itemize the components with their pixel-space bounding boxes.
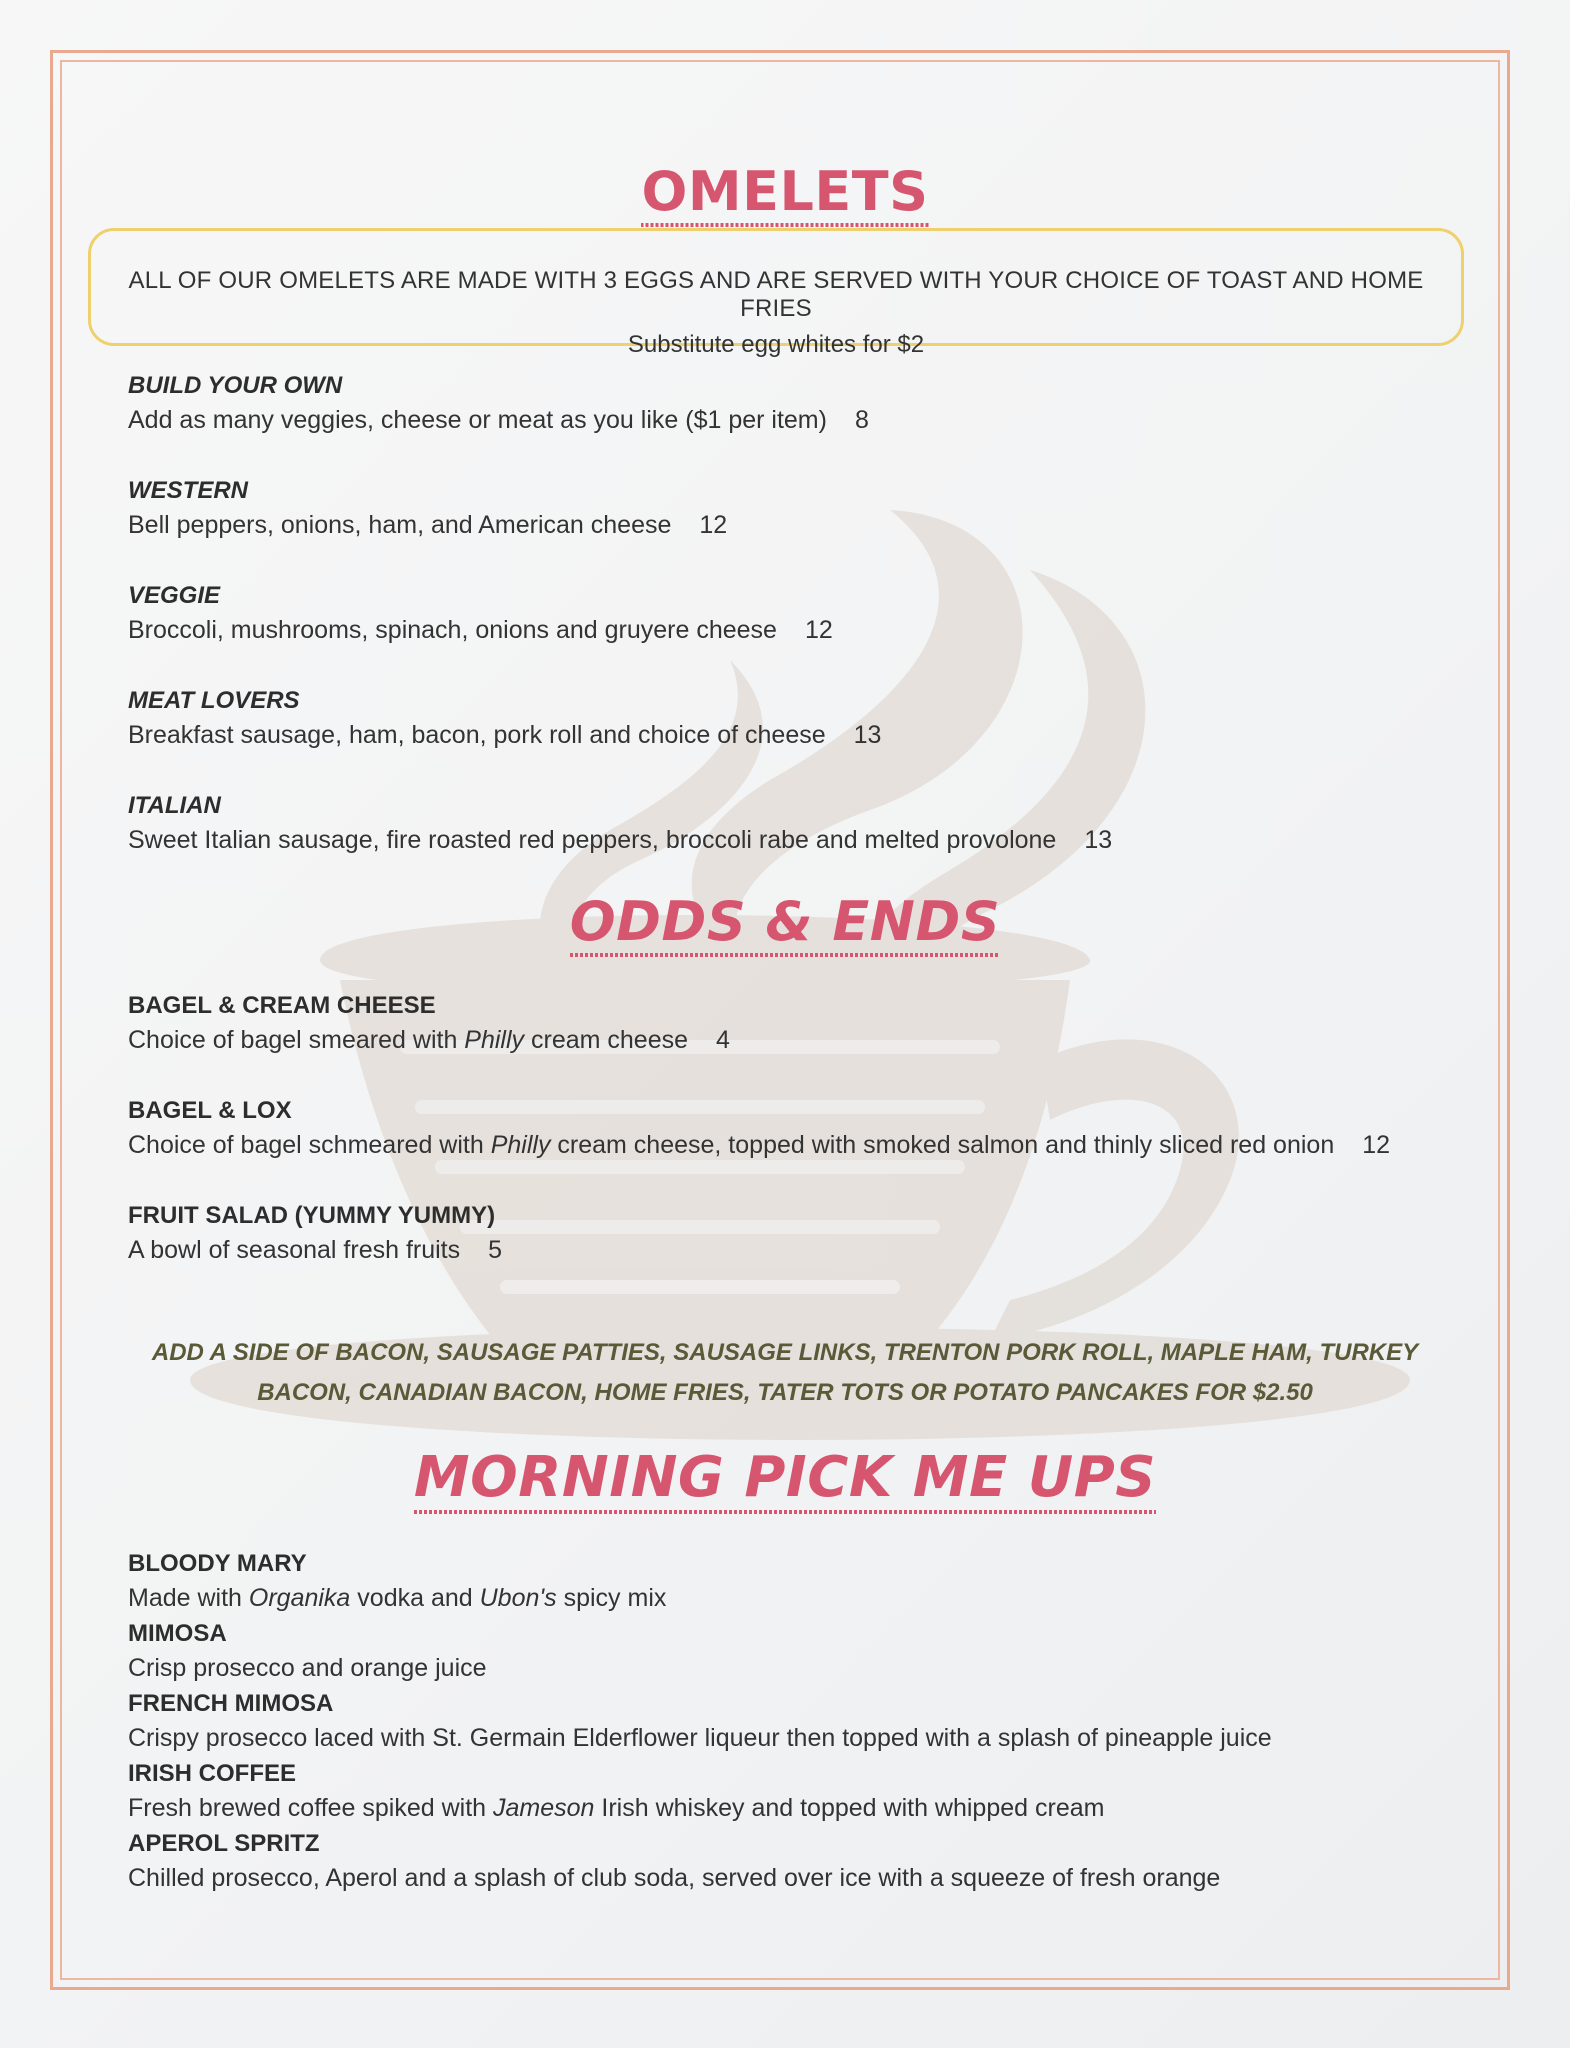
item-price: 5	[488, 1236, 503, 1264]
item-name: IRISH COFFEE	[128, 1760, 297, 1787]
item-price: 13	[853, 721, 882, 749]
item-description: Bell peppers, onions, ham, and American cheese 12	[128, 511, 728, 539]
item-description: Broccoli, mushrooms, spinach, onions and gruyere cheese 12	[128, 616, 833, 644]
item-name: BLOODY MARY	[128, 1550, 307, 1577]
morning-pick-me-ups-heading: MORNING PICK ME UPS	[0, 1445, 1570, 1514]
item-price: 12	[1362, 1131, 1391, 1159]
item-name: WESTERN	[128, 477, 248, 504]
item-description: Breakfast sausage, ham, bacon, pork roll and choice of cheese 13	[128, 721, 882, 749]
item-description: Choice of bagel smeared with Philly cream cheese 4	[128, 1026, 730, 1054]
item-price: 12	[699, 511, 728, 539]
omelets-notice-box	[88, 228, 1464, 358]
item-price: 8	[854, 406, 869, 434]
item-name: FRUIT SALAD (YUMMY YUMMY)	[128, 1202, 496, 1229]
odds-ends-heading: ODDS & ENDS	[0, 890, 1570, 957]
egg-whites-note: Substitute egg whites for $2	[627, 331, 925, 358]
item-name: APEROL SPRITZ	[128, 1830, 320, 1857]
item-description: Crisp prosecco and orange juice	[128, 1654, 487, 1682]
item-name: MIMOSA	[128, 1620, 227, 1647]
item-price: 4	[716, 1026, 730, 1054]
item-name: BAGEL & LOX	[128, 1097, 292, 1124]
omelets-heading: OMELETS	[0, 160, 1570, 227]
omelets-notice-text: ALL OF OUR OMELETS ARE MADE WITH 3 EGGS AND ARE SERVED WITH YOUR CHOICE OF TOAST AND HOME FRIES	[128, 267, 1424, 322]
item-description: Choice of bagel schmeared with Philly cream cheese, topped with smoked salmon and thinly sliced red onion 12	[128, 1131, 1391, 1159]
item-description: Made with Organika vodka and Ubon's spicy mix	[128, 1584, 667, 1612]
item-name: BAGEL & CREAM CHEESE	[128, 992, 436, 1019]
item-price: 12	[804, 616, 833, 644]
item-price: 13	[1084, 826, 1113, 854]
add-side-note: ADD A SIDE OF BACON, SAUSAGE PATTIES, SAUSAGE LINKS, TRENTON PORK ROLL, MAPLE HAM, TURKEY BACON, CANADIAN BACON, HOME FRIES, TATER TOTS OR POTATO PANCAKES FOR $2.50	[151, 1339, 1419, 1406]
item-description: Add as many veggies, cheese or meat as you like ($1 per item) 8	[128, 406, 869, 434]
item-description: Fresh brewed coffee spiked with Jameson Irish whiskey and topped with whipped cream	[128, 1794, 1105, 1822]
item-name: MEAT LOVERS	[128, 687, 300, 714]
item-description: Crispy prosecco laced with St. Germain Elderflower liqueur then topped with a splash of pineapple juice	[128, 1724, 1272, 1752]
item-description: Sweet Italian sausage, fire roasted red peppers, broccoli rabe and melted provolone 13	[128, 826, 1113, 854]
item-name: VEGGIE	[128, 582, 221, 609]
item-description: A bowl of seasonal fresh fruits 5	[128, 1236, 503, 1264]
item-name: BUILD YOUR OWN	[128, 372, 343, 399]
item-description: Chilled prosecco, Aperol and a splash of club soda, served over ice with a squeeze of fresh orange	[128, 1864, 1221, 1892]
item-name: ITALIAN	[128, 792, 221, 819]
item-name: FRENCH MIMOSA	[128, 1690, 334, 1717]
